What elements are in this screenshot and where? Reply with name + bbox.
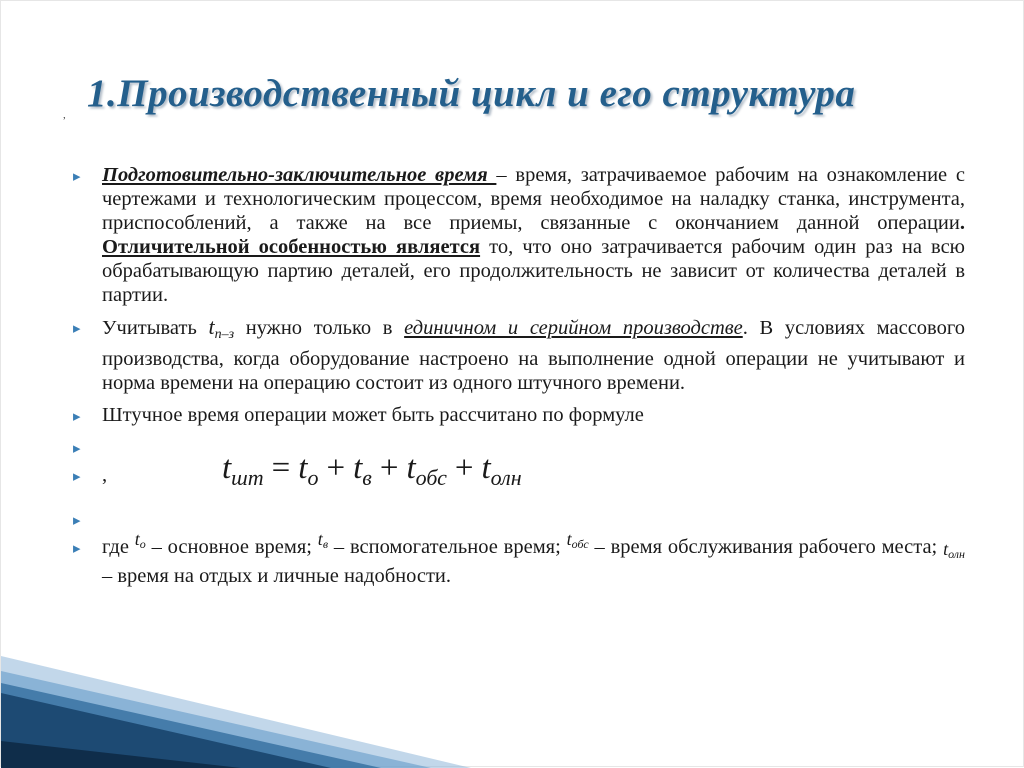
formula-comma: ,	[102, 464, 108, 486]
bullet-arrow-icon: ▸	[73, 539, 81, 557]
definition-text: – время, затрачиваемое рабочим на ознакомление с чертежами и технологическим процессом, время необходимое на наладку станка, инструмента, приспособлений, а также на все приемы, связанные с окончанием данной операции	[102, 164, 965, 234]
text-main-time: – основное время;	[145, 536, 318, 558]
bullet-formula	[73, 450, 965, 503]
term-prep-final-time: Подготовительно-заключительное время	[102, 164, 497, 186]
bullet-arrow-icon: ▸	[73, 467, 81, 485]
symbol-tv: $t_в$	[317, 529, 329, 551]
symbol-tpz: $t_{п-з}$	[208, 314, 235, 342]
emphasis-production-types: единичном и серийном производстве	[404, 317, 743, 339]
piece-time-formula: $t_{шт} = t_о + t_в + t_{обс} + t_{олн}$	[222, 450, 522, 490]
text-consider: Учитывать	[102, 317, 209, 339]
text-rest-time: – время на отдых и личные надобности.	[102, 565, 452, 587]
slide-content	[73, 163, 965, 596]
symbol-tobs: $t_{обс}$	[566, 529, 589, 551]
bullet-arrow-icon: ▸	[73, 407, 81, 425]
stray-comma: ,	[63, 109, 66, 121]
text-only-in: нужно только в	[234, 317, 405, 339]
term-distinctive-feature: Отличительной особенностью является	[102, 236, 481, 258]
period-mark: .	[959, 212, 965, 234]
feature-text: то, что оно затрачивается рабочим один раз на всю обрабатывающую партию деталей, его продолжительность не зависит от количества деталей в партии.	[102, 236, 965, 306]
text-piece-time: Штучное время операции может быть рассчитано по формуле	[102, 404, 644, 426]
bullet-consider-tpz	[73, 315, 965, 395]
bullet-arrow-icon: ▸	[73, 167, 81, 185]
text-service-time: – время обслуживания рабочего места;	[588, 536, 944, 558]
bullet-prep-final-time	[73, 163, 965, 307]
text-mass-production: . В условиях массового производства, когда оборудование настроено на выполнение одной операции не учитывают и норма времени на операцию состоит из одного штучного времени.	[102, 317, 965, 394]
symbol-to: $t_о$	[134, 529, 146, 551]
bullet-piece-time	[73, 403, 965, 427]
symbol-toln: $t_{олн}$	[943, 539, 965, 561]
slide-title: 1.Производственный цикл и его структура	[87, 72, 856, 115]
text-aux-time: – вспомогательное время;	[328, 536, 567, 558]
bullet-empty	[73, 507, 965, 535]
bullet-arrow-icon: ▸	[73, 319, 81, 337]
text-where: где	[102, 536, 135, 558]
bullet-where-definitions	[73, 529, 965, 588]
bullet-arrow-icon: ▸	[73, 439, 81, 457]
bullet-arrow-icon: ▸	[73, 511, 81, 529]
